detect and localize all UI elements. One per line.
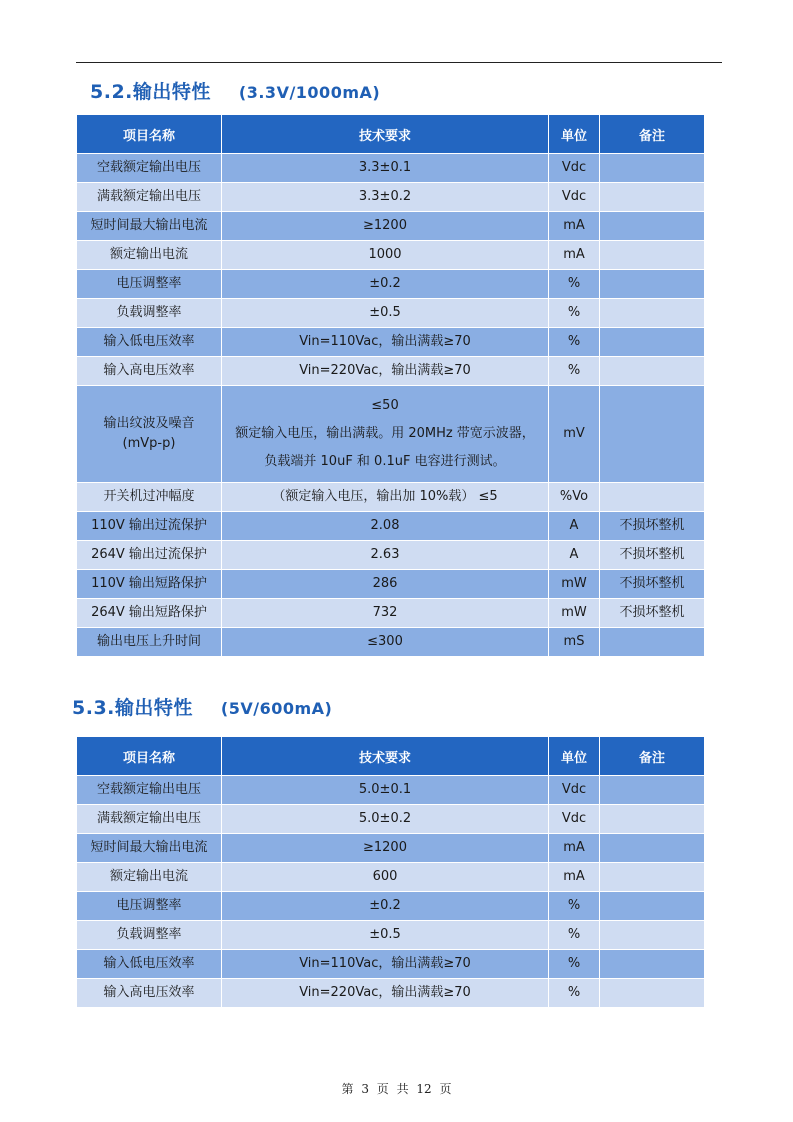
cell-unit: mS [549, 628, 600, 657]
cell-remark [600, 386, 705, 483]
section-number: 5.3. [72, 697, 115, 719]
cell-requirement: 1000 [222, 241, 549, 270]
table-row [77, 570, 705, 599]
table-row [77, 212, 705, 241]
cell-item-name: 输出电压上升时间 [77, 628, 222, 657]
cell-requirement: （额定输入电压，输出加 10%载） ≤5 [222, 483, 549, 512]
section-spec: (5V/600mA) [220, 699, 333, 718]
cell-remark [600, 950, 705, 979]
cell-unit: % [549, 979, 600, 1008]
cell-remark [600, 241, 705, 270]
cell-unit: Vdc [549, 183, 600, 212]
cell-line: ≤50 [371, 398, 399, 413]
table-header-row [77, 115, 705, 154]
cell-remark [600, 270, 705, 299]
cell-remark [600, 776, 705, 805]
cell-requirement: Vin=220Vac，输出满载≥70 [222, 979, 549, 1008]
cell-item-name: 负载调整率 [77, 921, 222, 950]
cell-remark [600, 834, 705, 863]
section-number: 5.2. [90, 81, 133, 103]
cell-unit: % [549, 921, 600, 950]
cell-line: 额定输入电压，输出满载。用 20MHz 带宽示波器， [235, 426, 535, 441]
table-row [77, 863, 705, 892]
table-row [77, 512, 705, 541]
cell-requirement: ±0.5 [222, 921, 549, 950]
section-title-5-3 [72, 693, 332, 720]
table-row [77, 979, 705, 1008]
page-footer: 第 3 页 共 12 页 [341, 1082, 452, 1096]
header-item-name: 项目名称 [77, 737, 222, 776]
cell-remark: 不损坏整机 [600, 512, 705, 541]
cell-line: 负载端并 10uF 和 0.1uF 电容进行测试。 [264, 454, 506, 469]
cell-item-name: 短时间最大输出电流 [77, 212, 222, 241]
table-row [77, 386, 705, 483]
cell-remark [600, 357, 705, 386]
cell-unit: Vdc [549, 154, 600, 183]
table-row [77, 599, 705, 628]
cell-unit: Vdc [549, 776, 600, 805]
header-unit: 单位 [549, 115, 600, 154]
cell-remark: 不损坏整机 [600, 599, 705, 628]
table-row [77, 541, 705, 570]
cell-unit: % [549, 950, 600, 979]
cell-unit: A [549, 512, 600, 541]
cell-item-name: 输入低电压效率 [77, 950, 222, 979]
cell-requirement: ≥1200 [222, 212, 549, 241]
cell-unit: Vdc [549, 805, 600, 834]
table-row [77, 628, 705, 657]
cell-remark [600, 921, 705, 950]
cell-requirement: ±0.2 [222, 892, 549, 921]
table-row [77, 921, 705, 950]
cell-unit: % [549, 328, 600, 357]
header-remark: 备注 [600, 737, 705, 776]
cell-remark: 不损坏整机 [600, 570, 705, 599]
header-item-name: 项目名称 [77, 115, 222, 154]
header-requirement: 技术要求 [222, 115, 549, 154]
cell-unit: % [549, 270, 600, 299]
table-row [77, 357, 705, 386]
cell-remark [600, 183, 705, 212]
cell-unit: mW [549, 570, 600, 599]
cell-item-name: 空载额定输出电压 [77, 776, 222, 805]
cell-unit: % [549, 357, 600, 386]
cell-item-name: 电压调整率 [77, 892, 222, 921]
cell-remark [600, 154, 705, 183]
cell-remark [600, 863, 705, 892]
table-header-row [77, 737, 705, 776]
cell-item-name: 110V 输出短路保护 [77, 570, 222, 599]
cell-requirement: ≥1200 [222, 834, 549, 863]
header-remark: 备注 [600, 115, 705, 154]
cell-unit: A [549, 541, 600, 570]
section-name: 输出特性 [114, 697, 193, 719]
cell-item-name: 满载额定输出电压 [77, 183, 222, 212]
cell-requirement: 732 [222, 599, 549, 628]
cell-item-name: 额定输出电流 [77, 863, 222, 892]
cell-item-name: 额定输出电流 [77, 241, 222, 270]
cell-item-name: 264V 输出短路保护 [77, 599, 222, 628]
cell-item-name: 满载额定输出电压 [77, 805, 222, 834]
output-spec-table-3v3 [76, 114, 705, 657]
output-spec-table-5v [76, 736, 705, 1008]
cell-unit: mA [549, 863, 600, 892]
cell-line: 输出纹波及噪音 [103, 416, 195, 431]
cell-remark [600, 483, 705, 512]
cell-item-name: 短时间最大输出电流 [77, 834, 222, 863]
cell-remark [600, 299, 705, 328]
cell-unit: % [549, 299, 600, 328]
cell-unit: mA [549, 834, 600, 863]
cell-unit: mA [549, 241, 600, 270]
cell-remark [600, 212, 705, 241]
cell-line: (mVp-p) [122, 436, 176, 451]
section-name: 输出特性 [132, 81, 211, 103]
table-row [77, 183, 705, 212]
cell-item-name: 电压调整率 [77, 270, 222, 299]
table-row [77, 299, 705, 328]
cell-requirement: Vin=220Vac，输出满载≥70 [222, 357, 549, 386]
cell-requirement: 600 [222, 863, 549, 892]
cell-item-name: 负载调整率 [77, 299, 222, 328]
cell-unit: mW [549, 599, 600, 628]
cell-remark [600, 892, 705, 921]
cell-requirement: 5.0±0.2 [222, 805, 549, 834]
table-row [77, 483, 705, 512]
cell-remark [600, 328, 705, 357]
cell-remark [600, 979, 705, 1008]
cell-unit: mV [549, 386, 600, 483]
cell-item-name: 空载额定输出电压 [77, 154, 222, 183]
cell-remark: 不损坏整机 [600, 541, 705, 570]
header-rule [76, 62, 722, 63]
cell-requirement: Vin=110Vac，输出满载≥70 [222, 950, 549, 979]
cell-unit: mA [549, 212, 600, 241]
section-spec: (3.3V/1000mA) [238, 83, 381, 102]
cell-remark [600, 805, 705, 834]
table-row [77, 776, 705, 805]
cell-requirement: 2.63 [222, 541, 549, 570]
cell-requirement: ≤300 [222, 628, 549, 657]
cell-item-name: 开关机过冲幅度 [77, 483, 222, 512]
cell-item-name: 264V 输出过流保护 [77, 541, 222, 570]
cell-requirement: ±0.2 [222, 270, 549, 299]
cell-requirement: 2.08 [222, 512, 549, 541]
cell-item-name: 输入低电压效率 [77, 328, 222, 357]
header-unit: 单位 [549, 737, 600, 776]
cell-item-name: 输入高电压效率 [77, 979, 222, 1008]
section-title-5-2 [90, 77, 380, 104]
table-row [77, 328, 705, 357]
table-row [77, 950, 705, 979]
cell-unit: %Vo [549, 483, 600, 512]
table-row [77, 154, 705, 183]
cell-requirement: ±0.5 [222, 299, 549, 328]
cell-requirement: 5.0±0.1 [222, 776, 549, 805]
cell-requirement: 3.3±0.2 [222, 183, 549, 212]
cell-requirement: Vin=110Vac，输出满载≥70 [222, 328, 549, 357]
header-requirement: 技术要求 [222, 737, 549, 776]
cell-requirement: 286 [222, 570, 549, 599]
cell-item-name: 输入高电压效率 [77, 357, 222, 386]
cell-remark [600, 628, 705, 657]
table-row [77, 834, 705, 863]
cell-item-name: 110V 输出过流保护 [77, 512, 222, 541]
cell-unit: % [549, 892, 600, 921]
cell-item-name [77, 386, 222, 483]
cell-requirement: 3.3±0.1 [222, 154, 549, 183]
table-row [77, 805, 705, 834]
table-row [77, 270, 705, 299]
table-row [77, 241, 705, 270]
cell-requirement [222, 386, 549, 483]
table-row [77, 892, 705, 921]
